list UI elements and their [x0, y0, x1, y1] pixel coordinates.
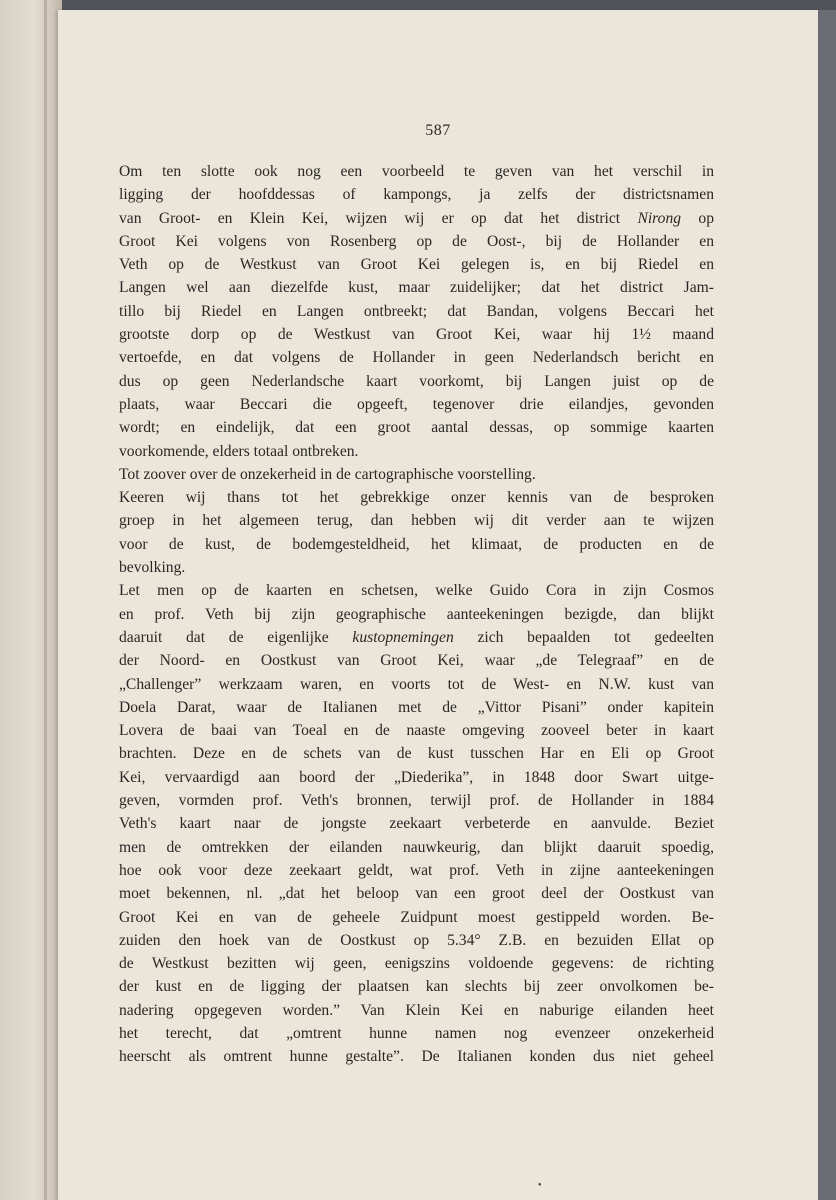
text-line: Lovera de baai van Toeal en de naaste omgeving zooveel beter in kaart — [119, 722, 714, 740]
text-line: bevolking. — [119, 559, 186, 577]
text-line: voor de kust, de bodemgesteldheid, het klimaat, de producten en de — [119, 535, 714, 553]
text-line: Groot Kei en van de geheele Zuidpunt moest gestippeld worden. Be- — [119, 908, 714, 926]
text-line: brachten. Deze en de schets van de kust tusschen Har en Eli op Groot — [119, 745, 714, 763]
text-line: Doela Darat, waar de Italianen met de „Vittor Pisani” onder kapitein — [119, 698, 714, 716]
text-line: heerscht als omtrent hunne gestalte”. De Italianen konden dus niet geheel — [119, 1048, 714, 1066]
text-line: vertoefde, en dat volgens de Hollander in geen Nederlandsch bericht en — [119, 349, 714, 367]
text-line: ligging der hoofddessas of kampongs, ja zelfs der districtsnamen — [119, 186, 714, 204]
text-line: daaruit dat de eigenlijke kustopnemingen zich bepaalden tot gedeelten — [119, 628, 714, 646]
text-line: geven, vormden prof. Veth's bronnen, terwijl prof. de Hollander in 1884 — [119, 792, 714, 810]
text-line: de Westkust bezitten wij geen, eenigszins voldoende gegevens: de richting — [119, 955, 714, 973]
text-line: Groot Kei volgens von Rosenberg op de Oost-, bij de Hollander en — [119, 232, 714, 250]
body-text — [119, 160, 714, 1069]
text-line: plaats, waar Beccari die opgeeft, tegenover drie eilandjes, gevonden — [119, 395, 714, 413]
page-number: 587 — [425, 122, 451, 139]
text-line: nadering opgegeven worden.” Van Klein Kei en naburige eilanden heet — [119, 1001, 714, 1019]
text-line: Kei, vervaardigd aan boord der „Diederika”, in 1848 door Swart uitge- — [119, 768, 714, 786]
text-line: Om ten slotte ook nog een voorbeeld te geven van het verschil in — [119, 163, 714, 180]
footer-mark: • — [538, 1180, 542, 1191]
text-line: zuiden den hoek van de Oostkust op 5.34° Z.B. en bezuiden Ellat op — [119, 931, 714, 949]
text-line: Veth op de Westkust van Groot Kei gelegen is, en bij Riedel en — [119, 256, 714, 274]
text-line: tillo bij Riedel en Langen ontbreekt; dat Bandan, volgens Beccari het — [119, 302, 714, 320]
text-line: Veth's kaart naar de jongste zeekaart verbeterde en aanvulde. Beziet — [119, 815, 714, 833]
text-line: groep in het algemeen terug, dan hebben wij dit verder aan te wijzen — [119, 512, 714, 530]
text-line: Keeren wij thans tot het gebrekkige onzer kennis van de besproken — [119, 489, 714, 507]
text-line: Tot zoover over de onzekerheid in de cartographische voorstelling. — [119, 465, 536, 483]
text-line: moet bekennen, nl. „dat het beloop van een groot deel der Oostkust van — [119, 885, 714, 903]
text-line: Let men op de kaarten en schetsen, welke Guido Cora in zijn Cosmos — [119, 582, 714, 600]
text-line: Langen wel aan diezelfde kust, maar zuidelijker; dat het district Jam- — [119, 279, 714, 297]
right-edge-strip — [818, 10, 836, 1200]
text-line: der Noord- en Oostkust van Groot Kei, waar „de Telegraaf” en de — [119, 652, 714, 670]
text-line: voorkomende, elders totaal ontbreken. — [119, 442, 359, 460]
text-line: wordt; en eindelijk, dat een groot aantal dessas, op sommige kaarten — [119, 419, 714, 437]
book-page — [58, 10, 818, 1200]
text-line: „Challenger” werkzaam waren, en voorts tot de West- en N.W. kust van — [119, 675, 714, 693]
text-line: men de omtrekken der eilanden nauwkeurig, dan blijkt daaruit spoedig, — [119, 838, 714, 856]
text-line: der kust en de ligging der plaatsen kan slechts bij zeer onvolkomen be- — [119, 978, 714, 996]
gutter-edge — [44, 0, 47, 1200]
text-line: en prof. Veth bij zijn geographische aanteekeningen bezigde, dan blijkt — [119, 605, 714, 623]
text-line: dus op geen Nederlandsche kaart voorkomt, bij Langen juist op de — [119, 372, 714, 390]
text-line: van Groot- en Klein Kei, wijzen wij er op dat het district Nirong op — [119, 209, 714, 227]
text-line: hoe ook voor deze zeekaart geldt, wat prof. Veth in zijne aanteekeningen — [119, 861, 714, 879]
text-line: grootste dorp op de Westkust van Groot Kei, waar hij 1½ maand — [119, 326, 714, 344]
left-page-gutter — [0, 0, 62, 1200]
text-line: het terecht, dat „omtrent hunne namen nog evenzeer onzekerheid — [119, 1024, 714, 1042]
